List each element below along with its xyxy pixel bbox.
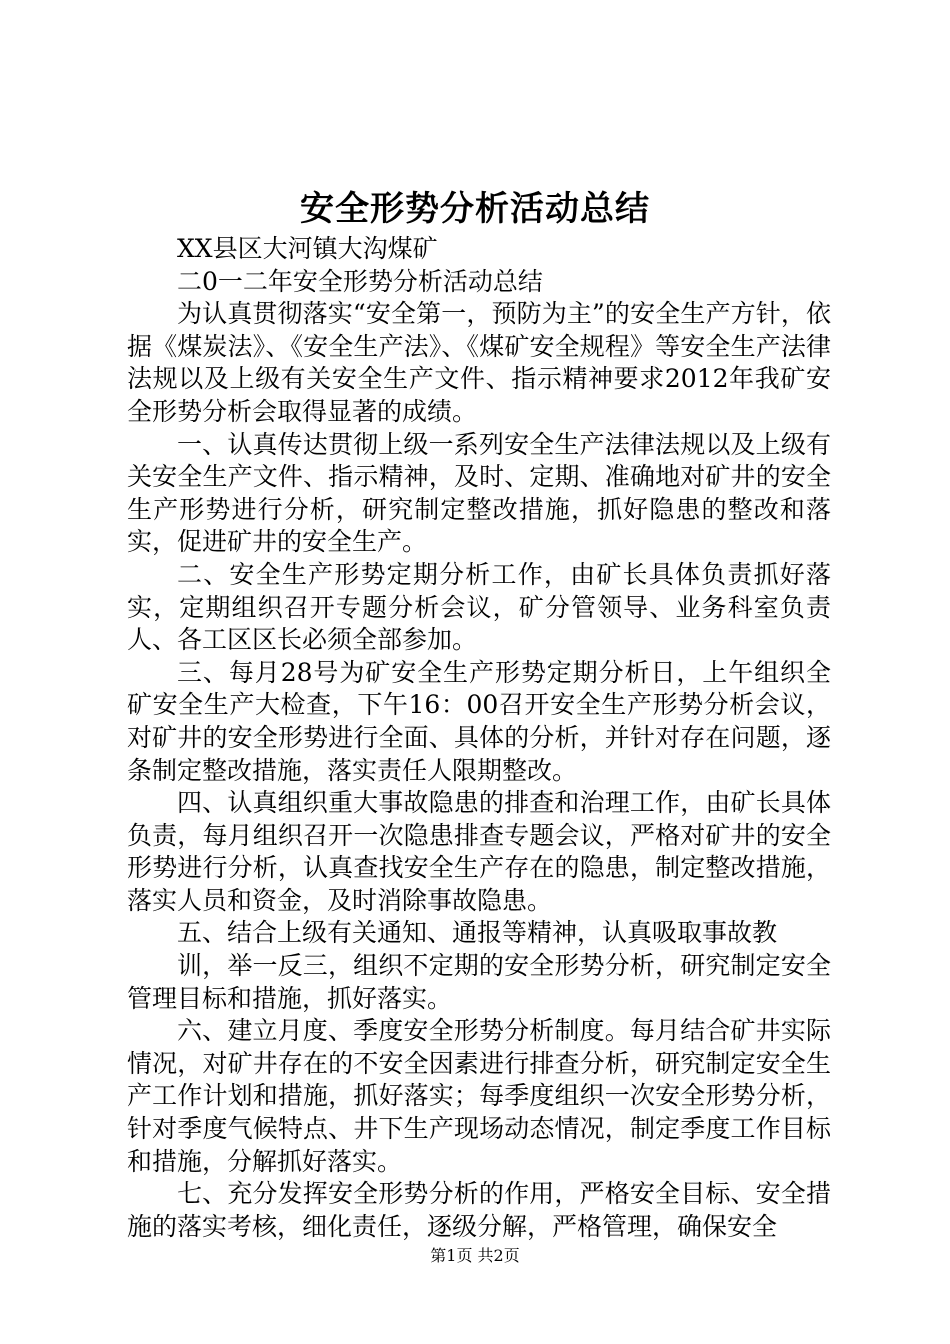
paragraph: 七、充分发挥安全形势分析的作用，严格安全目标、安全措施的落实考核，细化责任，逐级分解，严格管理，确保安全 (127, 1179, 831, 1241)
paragraph: 二、安全生产形势定期分析工作，由矿长具体负责抓好落实，定期组织召开专题分析会议，矿分管领导、业务科室负责人、各工区区长必须全部参加。 (127, 559, 831, 655)
paragraph: 五、结合上级有关通知、通报等精神，认真吸取事故教 (177, 918, 778, 948)
document-title: 安全形势分析活动总结 (300, 189, 650, 229)
paragraph: 六、建立月度、季度安全形势分析制度。每月结合矿井实际情况，对矿井存在的不安全因素进行排查分析，研究制定安全生产工作计划和措施，抓好落实；每季度组织一次安全形势分析，针对季度气候特点、井下生产现场动态情况，制定季度工作目标和措施，分解抓好落实。 (127, 1016, 831, 1176)
paragraph: 二0一二年安全形势分析活动总结 (177, 266, 543, 296)
page-footer: 第1页 共2页 (430, 1246, 520, 1265)
paragraph: 训，举一反三，组织不定期的安全形势分析，研究制定安全管理目标和措施，抓好落实。 (127, 951, 831, 1013)
paragraph: 四、认真组织重大事故隐患的排查和治理工作，由矿长具体负责，每月组织召开一次隐患排查专题会议，严格对矿井的安全形势进行分析，认真查找安全生产存在的隐患，制定整改措施，落实人员和资金，及时消除事故隐患。 (127, 788, 831, 915)
document-body (127, 233, 831, 1243)
paragraph: 三、每月28号为矿安全生产形势定期分析日，上午组织全矿安全生产大检查，下午16：00召开安全生产形势分析会议，对矿井的安全形势进行全面、具体的分析，并针对存在问题，逐条制定整改措施，落实责任人限期整改。 (127, 657, 831, 785)
paragraph: 一、认真传达贯彻上级一系列安全生产法律法规以及上级有关安全生产文件、指示精神，及时、定期、准确地对矿井的安全生产形势进行分析，研究制定整改措施，抓好隐患的整改和落实，促进矿井的安全生产。 (127, 429, 831, 557)
paragraph: XX县区大河镇大沟煤矿 (177, 234, 438, 263)
paragraph: 为认真贯彻落实“安全第一，预防为主”的安全生产方针，依据《煤炭法》、《安全生产法》、《煤矿安全规程》等安全生产法律法规以及上级有关安全生产文件、指示精神要求2012年我矿安全形势分析会取得显著的成绩。 (127, 299, 831, 426)
